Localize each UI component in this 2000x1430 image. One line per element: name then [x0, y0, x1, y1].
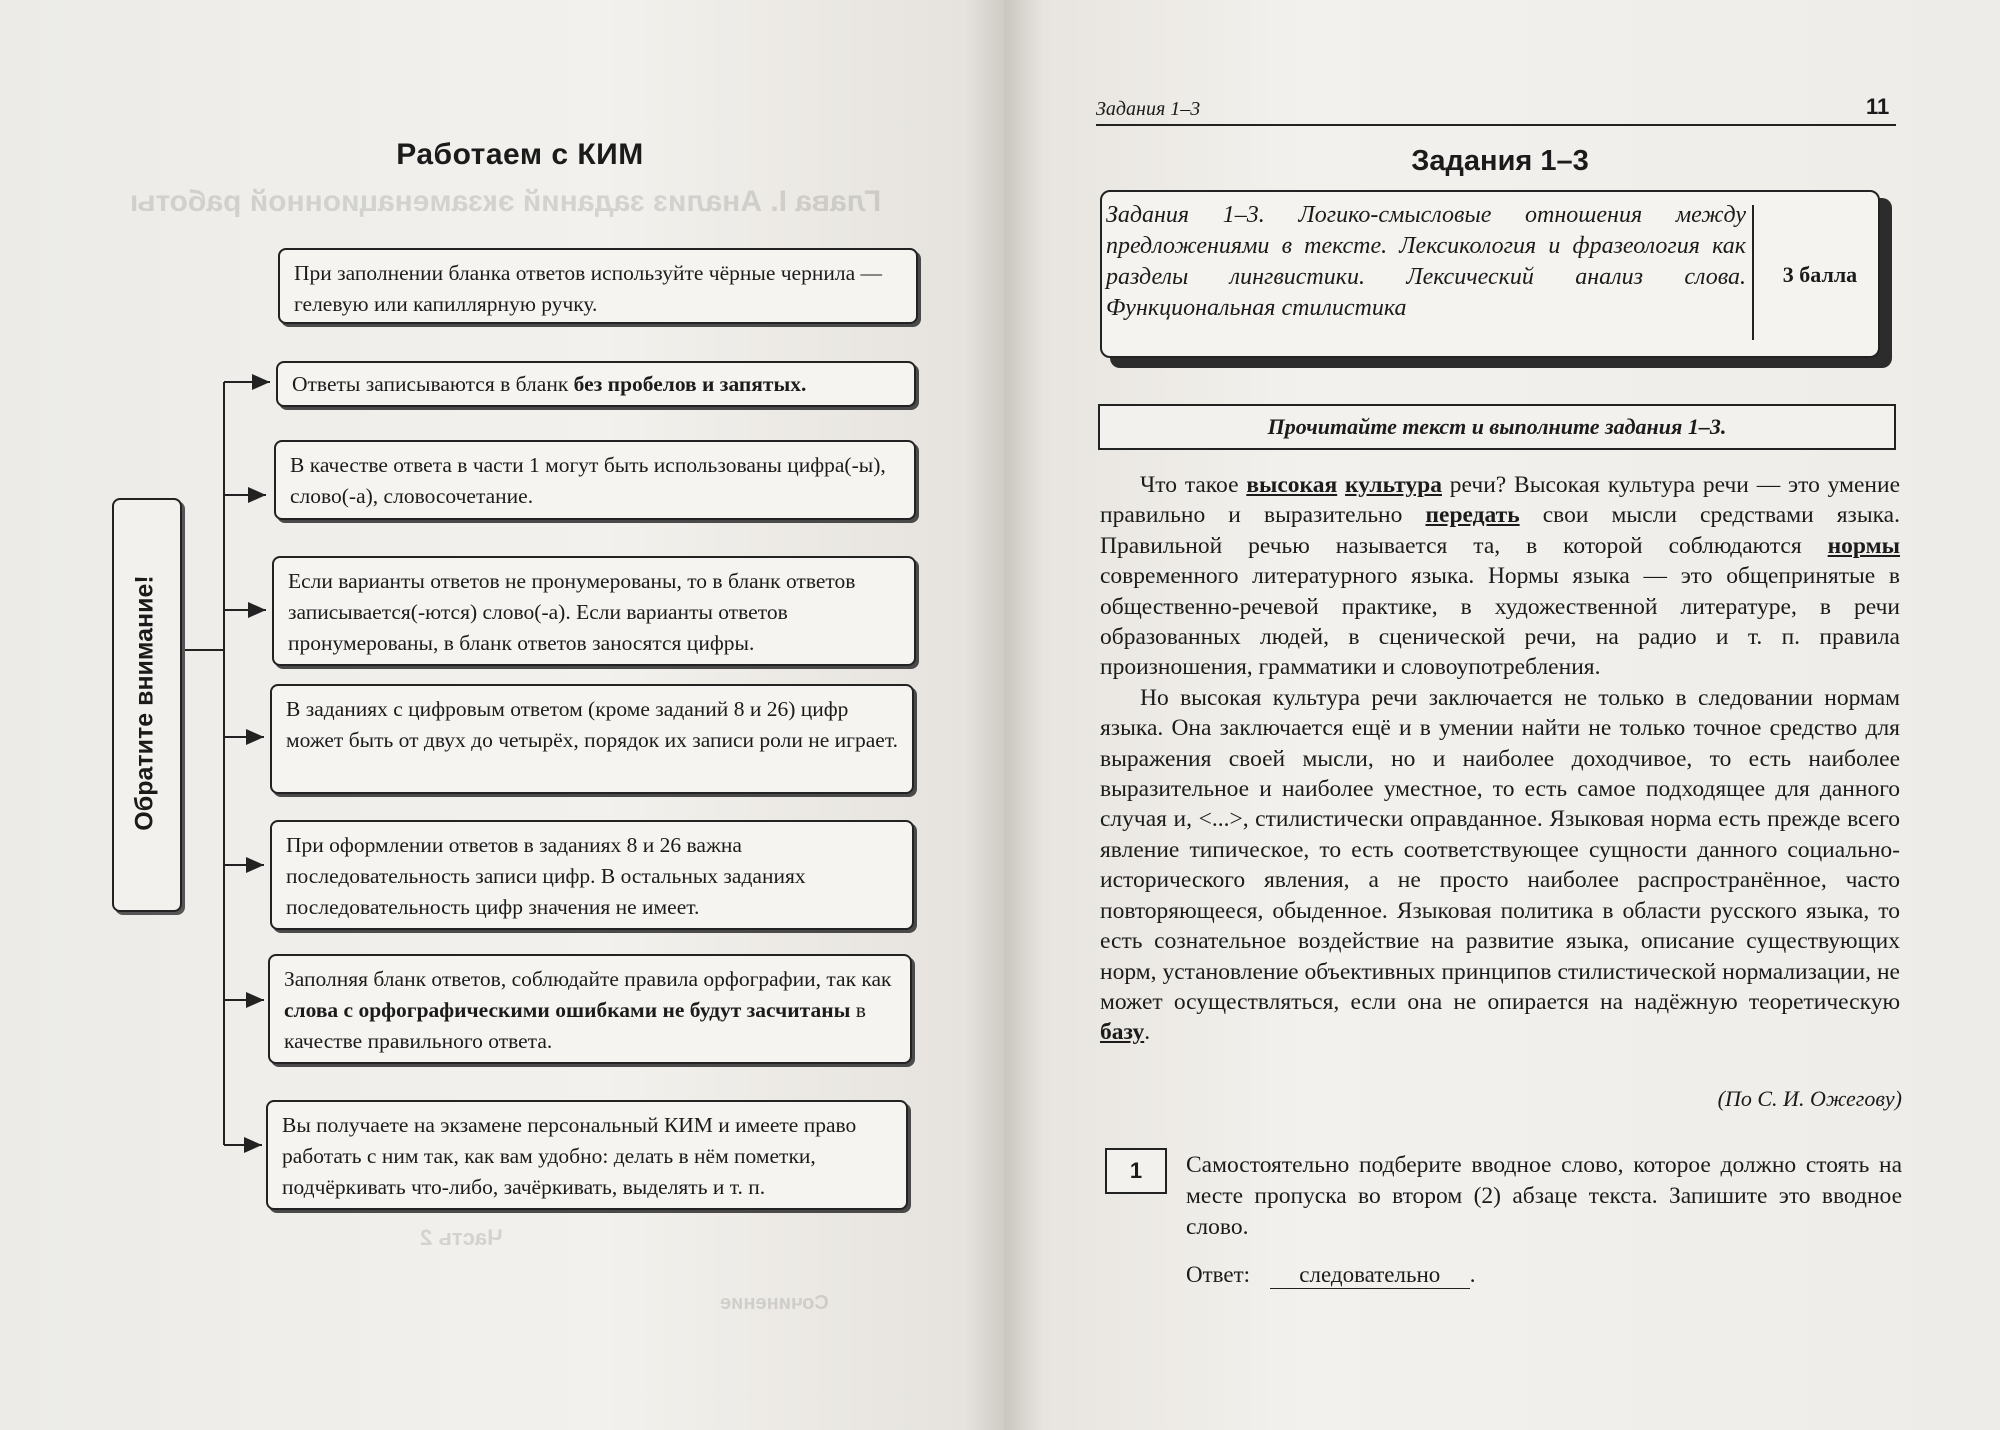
note-text: В качестве ответа в части 1 могут быть использованы цифра(-ы), слово(-а), словосочетание.: [290, 453, 886, 508]
bleed-through-essay: Сочинение: [720, 1292, 829, 1314]
task-topic: Задания 1–3. Логико-смысловые отношения между предложениями в тексте. Лексикология и фразеология как разделы лингвистики. Лексический анализ слова. Функциональная стилистика: [1106, 202, 1746, 321]
note-8: [266, 1100, 908, 1210]
bleed-through-part: Часть 2: [420, 1225, 503, 1250]
underlined-word: культура: [1345, 472, 1442, 498]
text-run: Но высокая культура речи заключается не только в следовании нормам языка. Она заключается ещё и в умении найти не только точное средство для выражения своей мысли, но и наиболее доходчивое, то есть наиболее выразительное и наиболее уместное, то есть самое подходящее для данного случая и, <...>, стилистически оправданное. Языковая норма есть прежде всего явление типическое, то есть соответствующее сущности данного социально-исторического явления, а не просто наиболее распространённое, часто повторяющееся, обыденное. Языковая политика в области русского языка, то есть сознательное воздействие на развитие языка, описание существующих норм, установление объективных принципов стилистической нормализации, не может осуществляться, если она не опирается на надёжную теоретическую: [1100, 684, 1900, 1015]
note-1: [278, 248, 918, 324]
note-3: [274, 440, 916, 520]
text-run: [1337, 472, 1345, 498]
note-text: При заполнении бланка ответов используйте чёрные чернила — гелевую или капиллярную ручку.: [294, 261, 882, 316]
instruction-box: Прочитайте текст и выполните задания 1–3.: [1098, 404, 1896, 450]
underlined-word: высокая: [1246, 472, 1338, 498]
note-5: [270, 684, 914, 794]
note-7: [268, 954, 912, 1064]
text-run: Что такое: [1140, 472, 1247, 498]
reading-text: [1100, 470, 1900, 1048]
page-number: 11: [1866, 94, 1890, 119]
question-text: Самостоятельно подберите вводное слово, которое должно стоять на месте пропуска во втором (2) абзаце текста. Запишите это вводное слово.: [1186, 1152, 1902, 1240]
left-page-title: Работаем с КИМ: [396, 138, 644, 171]
note-6: [270, 820, 914, 930]
task-box-divider: [1752, 205, 1754, 340]
right-page-title: Задания 1–3: [1411, 145, 1589, 177]
attention-label: Обратите внимание!: [130, 575, 159, 831]
note-text: Если варианты ответов не пронумерованы, то в бланк ответов записывается(-ются) слово(-а). Если варианты ответов пронумерованы, в бланк ответов заносятся цифры.: [288, 569, 856, 655]
underlined-word: базу: [1100, 1019, 1145, 1046]
running-head: Задания 1–3: [1096, 98, 1201, 120]
question-number: 1: [1105, 1148, 1167, 1194]
note-2: [276, 361, 916, 407]
answer-line: [1186, 1262, 1476, 1289]
note-text: Заполняя бланк ответов, соблюдайте правила орфографии, так как: [284, 967, 892, 991]
underlined-word: нормы: [1827, 532, 1900, 559]
note-text: Ответы записываются в бланк: [292, 372, 574, 396]
bleed-through-heading: Глава I. Анализ заданий экзаменационной работы: [130, 185, 882, 218]
answer-label: Ответ:: [1186, 1262, 1251, 1287]
note-text: Вы получаете на экзамене персональный КИМ и имеете право работать с ним так, как вам удобно: делать в нём пометки, подчёркивать что-либо, зачёркивать, выделять и т. п.: [282, 1113, 857, 1199]
paragraph-2: [1100, 683, 1900, 1048]
text-source: (По С. И. Ожегову): [1717, 1086, 1902, 1111]
text-run: современного литературного языка. Нормы языка — это общепринятые в общественно-речевой практике, в художественной литературе, в речи образованных людей, в сценической речи, на радио и т. п. правила произношения, грамматики и словоупотребления.: [1100, 563, 1900, 681]
note-text: При оформлении ответов в заданиях 8 и 26 важна последовательность записи цифр. В остальных заданиях последовательность цифр значения не имеет.: [286, 833, 806, 919]
text-run: .: [1144, 1019, 1151, 1046]
answer-end: .: [1469, 1262, 1476, 1287]
note-text: В заданиях с цифровым ответом (кроме заданий 8 и 26) цифр может быть от двух до четырёх, порядок их записи роли не играет.: [286, 697, 898, 752]
underlined-word: передать: [1425, 502, 1520, 529]
note-text: в качестве правильного ответа.: [284, 998, 866, 1053]
note-text-bold: слова с орфографическими ошибками не будут засчитаны: [284, 998, 851, 1022]
task-points: 3 балла: [1782, 262, 1858, 287]
text-run: речи? Высокая культура речи — это умение правильно и выразительно: [1100, 472, 1901, 529]
header-rule: [1096, 124, 1896, 126]
note-text-bold: без пробелов и запятых.: [573, 372, 807, 396]
answer-value: следовательно: [1270, 1262, 1470, 1289]
text-run: свои мысли средствами языка. Правильной речью называется та, в которой соблюдаются: [1100, 502, 1900, 559]
paragraph-1: [1100, 470, 1900, 683]
note-4: [272, 556, 916, 666]
